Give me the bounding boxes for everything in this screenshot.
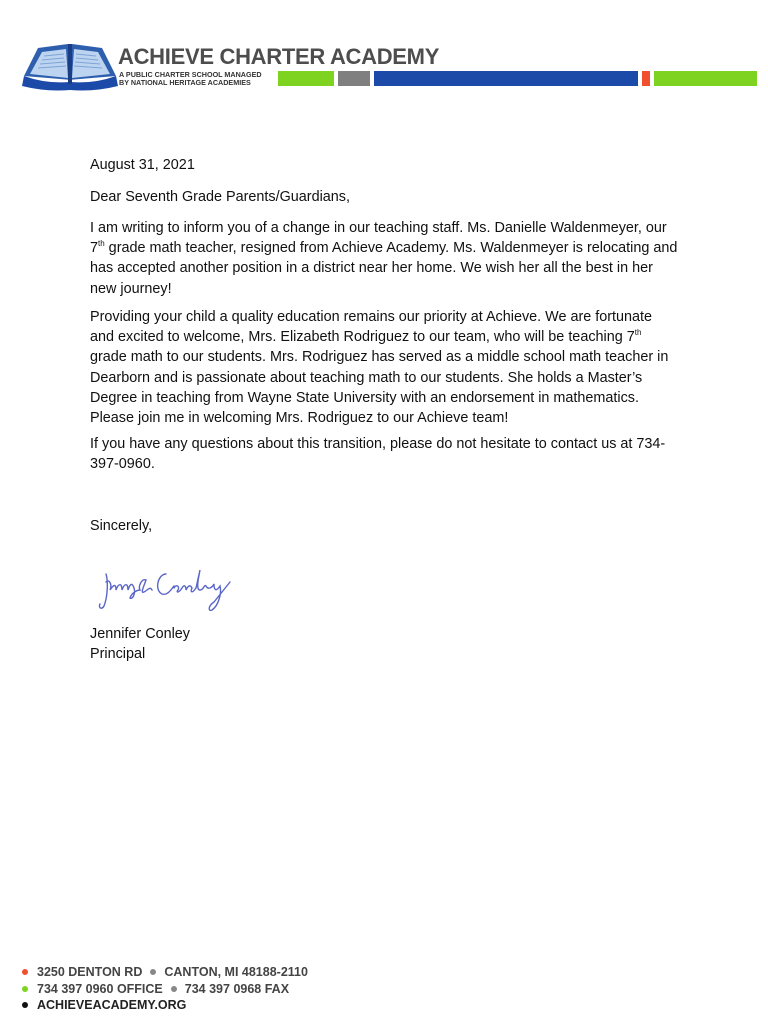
letter-paragraph-2 [90, 307, 680, 428]
signer-title: Principal [90, 646, 146, 662]
handwritten-signature [96, 560, 240, 616]
letterhead [0, 0, 768, 100]
separator-dot-icon [171, 986, 177, 992]
paragraph-2-text-b: grade math to our students. Mrs. Rodriguez has served as a middle school math teacher in Dearborn and is passionate about teaching math to our students. She holds a Master’s Degree in teaching from Wayne State University with an endorsement in mathematics. Please join me in welcoming Mrs. Rodriguez to our Achieve team! [90, 349, 669, 427]
footer-city: CANTON, MI 48188-2110 [164, 965, 308, 979]
paragraph-1-text-a: I am writing to inform you of a change in our teaching staff. Ms. Danielle Waldenmeyer, our 7 [90, 220, 667, 257]
footer-website[interactable]: ACHIEVEACADEMY.ORG [37, 998, 187, 1012]
letter-paragraph-3: If you have any questions about this transition, please do not hesitate to contact us at 734-397-0960. [90, 436, 666, 473]
bullet-red-icon [22, 969, 28, 975]
bullet-green-icon [22, 986, 28, 992]
footer-office: 734 397 0960 OFFICE [37, 981, 163, 996]
letter-closing: Sincerely, [90, 518, 153, 534]
letter-paragraph-1 [90, 218, 680, 299]
footer-fax: 734 397 0968 FAX [184, 981, 290, 996]
school-tagline [119, 71, 262, 87]
paragraph-2-text-a: Providing your child a quality education remains our priority at Achieve. We are fortunate and excited to welcome, Mrs. Elizabeth Rodriguez to our team, who will be teaching 7 [90, 309, 653, 346]
accent-bar-green-right [654, 71, 757, 86]
paragraph-1-text-b: grade math teacher, resigned from Achieve Academy. Ms. Waldenmeyer is relocating and has accepted another position in a district near her home. We wish her all the best in her new journey! [90, 240, 678, 297]
accent-bar-blue [374, 71, 638, 86]
tagline-line-1: A PUBLIC CHARTER SCHOOL MANAGED [119, 70, 262, 79]
bullet-black-icon [22, 1002, 28, 1008]
letter-salutation: Dear Seventh Grade Parents/Guardians, [90, 189, 350, 205]
footer-contact [22, 964, 308, 1014]
accent-bar-gray [338, 71, 370, 86]
separator-dot-icon [150, 969, 156, 975]
tagline-line-2: BY NATIONAL HERITAGE ACADEMIES [119, 78, 251, 87]
accent-bar-red [642, 71, 650, 86]
accent-bar-green [278, 71, 334, 86]
letter-date: August 31, 2021 [90, 157, 195, 173]
open-book-logo-icon [22, 40, 118, 92]
footer-web-line [22, 997, 308, 1014]
signer-name: Jennifer Conley [90, 626, 190, 642]
footer-address-line [22, 964, 308, 981]
ordinal-suffix: th [634, 328, 642, 338]
school-name: ACHIEVE CHARTER ACADEMY [118, 44, 440, 69]
footer-address: 3250 DENTON RD [37, 965, 143, 979]
ordinal-suffix: th [98, 239, 105, 249]
footer-phone-line [22, 981, 308, 998]
